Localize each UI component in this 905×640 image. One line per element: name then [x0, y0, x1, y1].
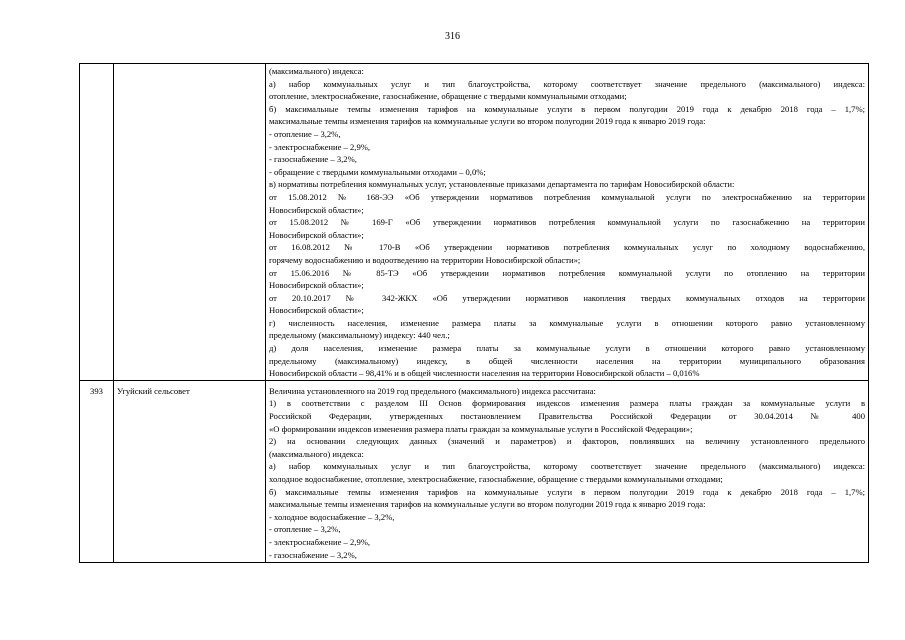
text-line: - газоснабжение – 3,2%, — [269, 549, 357, 560]
text-line: а) набор коммунальных услуг и тип благоустройства, которому соответствует значение предельного (максимального) индекса: — [269, 461, 865, 472]
text-line: Российской Федерации, утвержденных постановлением Правительства Российской Федерации от 30.04.2014 № 400 — [269, 411, 865, 422]
row-number-cell: 393 — [80, 380, 114, 562]
text-line: «О формировании индексов изменения размера платы граждан за коммунальные услуги в Российской Федерации»; — [269, 423, 693, 434]
text-line: - обращение с твердыми коммунальными отходами – 0,0%; — [269, 166, 486, 177]
description-text — [269, 385, 865, 561]
text-line: д) доля населения, изменение размера платы за коммунальные услуги в отношении которого равно установленному — [269, 343, 865, 354]
text-line: максимальные темпы изменения тарифов на коммунальные услуги во втором полугодии 2019 года к январю 2019 года: — [269, 499, 706, 510]
description-cell — [266, 380, 869, 562]
text-line: - газоснабжение – 3,2%, — [269, 154, 357, 165]
description-text — [269, 65, 865, 380]
municipality-name-cell: Угуйский сельсовет — [114, 380, 266, 562]
text-line: предельному (максимальному) индексу: 440 чел.; — [269, 330, 450, 341]
text-line: холодное водоснабжение, отопление, электроснабжение, газоснабжение, обращение с твердыми коммунальными отходами; — [269, 474, 723, 484]
description-cell — [266, 64, 869, 381]
text-line: от 16.08.2012 № 170-В «Об утверждении нормативов потребления коммунальных услуг по холодному водоснабжению, — [269, 242, 865, 253]
text-line: (максимального) индекса: — [269, 448, 364, 459]
page-number: 316 — [445, 31, 460, 42]
text-line: от 15.06.2016 № 85-ТЭ «Об утверждении нормативов потребления коммунальной услуги по отоплению на территории — [269, 267, 865, 278]
table-row — [80, 64, 869, 381]
text-line: Величина установленного на 2019 год предельного (максимального) индекса рассчитана: — [269, 385, 596, 396]
text-line: Новосибирской области – 98,41% и в общей численности населения на территории Новосибирской области – 0,016% — [269, 368, 700, 379]
text-line: - электроснабжение – 2,9%, — [269, 141, 371, 152]
text-line: г) численность населения, изменение размера платы за коммунальные услуги в отношении которого равно установленному — [269, 317, 865, 328]
text-line: Новосибирской области»; — [269, 204, 364, 215]
row-number-cell — [80, 64, 114, 381]
municipality-name-cell — [114, 64, 266, 381]
table-row — [80, 380, 869, 562]
text-line: от 15.08.2012 № 168-ЭЭ «Об утверждении нормативов потребления коммунальной услуги по электроснабжению на территории — [269, 191, 865, 202]
text-line: (максимального) индекса: — [269, 66, 364, 76]
text-line: б) максимальные темпы изменения тарифов на коммунальные услуги в первом полугодии 2019 года к декабрю 2018 года – 1,7%; — [269, 486, 865, 497]
text-line: 2) на основании следующих данных (значений и параметров) и факторов, повлиявших на величину установленного предельного — [269, 436, 865, 447]
text-line: максимальные темпы изменения тарифов на коммунальные услуги во втором полугодии 2019 года к январю 2019 года: — [269, 116, 706, 127]
text-line: б) максимальные темпы изменения тарифов на коммунальные услуги в первом полугодии 2019 года к декабрю 2018 года – 1,7%; — [269, 103, 865, 114]
text-line: горячему водоснабжению и водоотведению на территории Новосибирской области»; — [269, 254, 581, 265]
text-line: - отопление – 3,2%, — [269, 524, 341, 535]
text-line: - электроснабжение – 2,9%, — [269, 536, 371, 547]
text-line: Новосибирской области»; — [269, 280, 364, 291]
tariff-table — [79, 63, 869, 563]
text-line: предельному (максимальному) индексу, в общей численности населения на территории муниципального образования — [269, 355, 865, 366]
text-line: - отопление – 3,2%, — [269, 128, 341, 139]
text-line: Новосибирской области»; — [269, 305, 364, 316]
text-line: а) набор коммунальных услуг и тип благоустройства, которому соответствует значение предельного (максимального) индекса: — [269, 78, 865, 89]
text-line: от 15.08.2012 № 169-Г «Об утверждении нормативов потребления коммунальной услуги по газоснабжению на территории — [269, 217, 865, 228]
text-line: Новосибирской области»; — [269, 229, 364, 240]
text-line: - холодное водоснабжение – 3,2%, — [269, 511, 395, 522]
text-line: от 20.10.2017 № 342-ЖКХ «Об утверждении нормативов накопления твердых коммунальных отходов на территории — [269, 292, 865, 303]
text-line: 1) в соответствии с разделом III Основ формирования индексов изменения размера платы граждан за коммунальные услуги в — [269, 398, 865, 409]
text-line: отопление, электроснабжение, газоснабжение, обращение с твердыми коммунальными отходами; — [269, 91, 627, 102]
text-line: в) нормативы потребления коммунальных услуг, установленные приказами департамента по тарифам Новосибирской области: — [269, 179, 735, 190]
